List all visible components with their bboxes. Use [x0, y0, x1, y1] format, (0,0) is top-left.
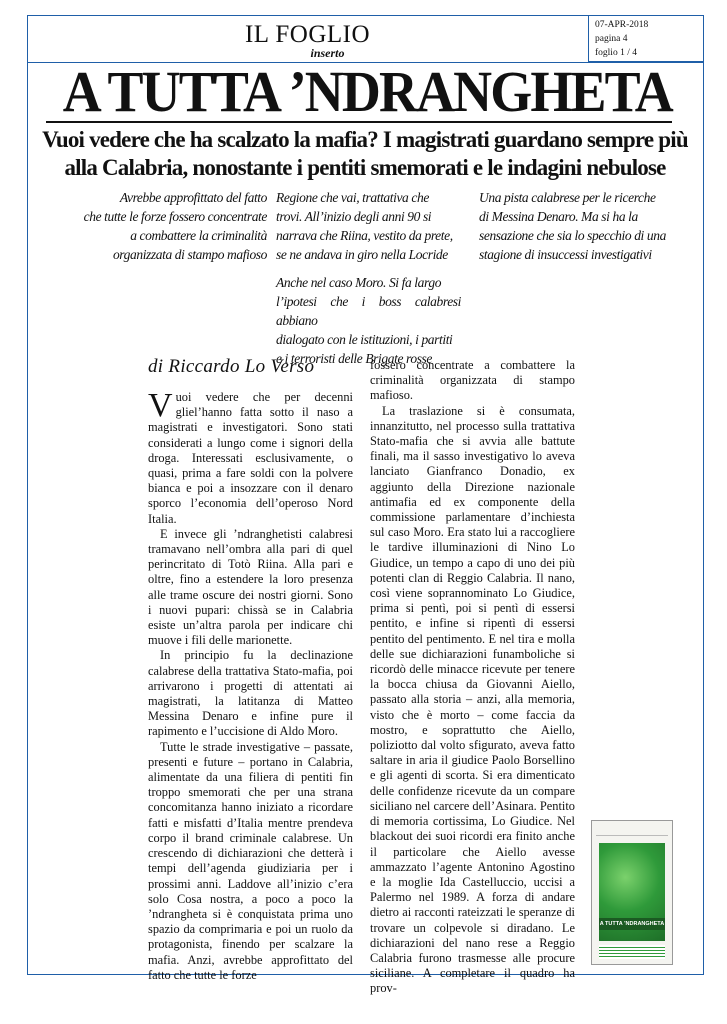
teaser-line: Regione che vai, trattativa che — [276, 190, 429, 205]
teaser-middle-bottom — [276, 273, 461, 368]
masthead-subtitle: inserto — [310, 46, 345, 60]
teaser-line: a combattere la criminalità — [130, 228, 267, 243]
headline: A TUTTA ’NDRANGHETA — [62, 59, 672, 124]
teaser-right — [479, 188, 669, 264]
masthead — [27, 21, 588, 60]
byline: di Riccardo Lo Verso — [148, 356, 315, 377]
page-label: pagina 4 — [595, 34, 628, 44]
teaser-line: e i terroristi delle Brigate rosse — [276, 351, 433, 366]
teaser-line: l’ipotesi che i boss calabresi abbiano — [276, 294, 461, 328]
teaser-line: di Messina Denaro. Ma si ha la — [479, 209, 638, 224]
teaser-line: Una pista calabrese per le ricerche — [479, 190, 656, 205]
teaser-line: se ne andava in giro nella Locride — [276, 247, 448, 262]
masthead-title: IL FOGLIO — [244, 21, 371, 48]
page-info-box — [588, 16, 703, 62]
teaser-line: organizzata di stampo mafioso — [112, 247, 267, 262]
teaser-left — [82, 188, 267, 264]
teaser-line: sensazione che sia lo specchio di una — [479, 228, 666, 243]
teaser-line: Anche nel caso Moro. Si fa largo — [276, 275, 442, 290]
teaser-line: Avrebbe approfittato del fatto — [119, 190, 267, 205]
thumbnail-header — [596, 825, 668, 836]
drop-cap: V — [148, 387, 173, 424]
article-column-1 — [148, 387, 353, 983]
article-column-2 — [370, 358, 575, 997]
thumbnail-caption: A TUTTA ’NDRANGHETA — [599, 918, 665, 930]
subheadline-line: alla Calabria, nonostante i pentiti smemorati e le indagini nebulose — [64, 155, 666, 180]
subheadline — [40, 126, 690, 182]
sheet-label: foglio 1 / 4 — [595, 48, 637, 58]
article-paragraph: Tutte le strade investigative – passate, presenti e future – portano in Calabria, alimentate da una filiera di pentiti fin troppo smemorati che per una strana concomitanza hanno iniziato a ricordare fatti e misfatti d’Italia mentre prendeva corpo il brand criminale calabrese. Un crescendo di dichiarazioni che detterà i tempi dell’agenda giudiziaria per i prossimi anni. Laddove all’inizio c’era solo Cosa nostra, a poco a poco la ’ndrangheta si è conquistata prima uno spazio da comprimaria e poi un ruolo da protagonista, finendo per scalzare la mafia. Anzi, avrebbe approfittato del fatto che tutte le forze — [148, 739, 353, 982]
paragraph-text: uoi vedere che per decenni gliel’hanno fatta sotto il naso a magistrati e investigatori. Sono stati considerati a lungo come i signori della droga. Interessati esclusivamente, o quasi, prima a fare soldi con la polvere bianca e poi a insozzare con il denaro sporco l’economia dell’operoso Nord Italia. — [148, 390, 353, 526]
headline-rule — [46, 121, 672, 123]
teaser-line: narrava che Riina, vestito da prete, — [276, 228, 453, 243]
article-paragraph: In principio fu la declinazione calabrese della trattativa Stato-mafia, poi arrivarono i progetti di attentati ai magistrati, la latitanza di Matteo Messina Denaro e infine pure il rapimento e l’uccisione di Aldo Moro. — [148, 648, 353, 739]
article-paragraph — [148, 387, 353, 527]
subheadline-line: Vuoi vedere che ha scalzato la mafia? I magistrati guardano sempre più — [42, 127, 688, 152]
date-label: 07-APR-2018 — [595, 20, 649, 30]
article-paragraph: E invece gli ’ndranghetisti calabresi tramavano nell’ombra alla pari di quel perincritato di Totò Riina. Alla pari e oltre, fino a estendere la loro presenza alle trame oscure dei nostri giorni. Sono i nuovi pupari: chissà se in Calabria esiste un’altra parola per indicare chi muove i fili delle marionette. — [148, 526, 353, 648]
article-paragraph: La traslazione si è consumata, innanzitutto, nel processo sulla trattativa Stato-mafia che si avvia alle battute finali, ma il sasso investigativo lo aveva lanciato Gianfranco Donadio, ex aggiunto della Direzione nazionale antimafia ed ex componente della commissione parlamentare d’inchiesta sul caso Moro. Era stato lui a raccogliere le tardive illuminazioni di Nino Lo Giudice, un tempo a capo di uno dei più potenti clan di Reggio Calabria. Il nano, così viene soprannominato Lo Giudice, prima si pentì, poi si pentì di essersi pentito, e infine si ripentì di essersi pentito del pentimento. E nel tira e molla delle sue dichiarazioni funamboliche si ricordò delle minacce ricevute per tenere la bocca chiusa da Giovanni Aiello, passato alla storia – anzi, alla memoria, visto che è morto – come faccia da mostro, e soprattutto che Aiello, poliziotto dal volto sfigurato, aveva fatto saltare in aria il giudice Paolo Borsellino e gli agenti di scorta. Si era dimenticato delle confidenze ricevute da un compare siciliano nel carcere dell’Asinara. Pentito di memoria cortissima, Lo Giudice. Nel blackout dei suoi ricordi era finito anche il particolare che Aiello avesse ammazzato l’agente Antonino Agostino e la moglie Ida Castelluccio, uccisi a Palermo nel 1989. A forza di andare dietro ai racconti rateizzati le speranze di trovare un colpevole si diradano. Le dichiarazioni del nano rese a Reggio Calabria furono trasmesse alle procure siciliane. A completare il quadro ha prov- — [370, 403, 575, 996]
page-thumbnail — [591, 820, 673, 965]
teaser-line: trovi. All’inizio degli anni 90 si — [276, 209, 432, 224]
teaser-line: che tutte le forze fossero concentrate — [83, 209, 267, 224]
teaser-line: stagione di insuccessi investigativi — [479, 247, 652, 262]
thumbnail-text-lines — [599, 945, 665, 959]
teaser-line: dialogato con le istituzioni, i partiti — [276, 332, 453, 347]
teaser-middle-top — [276, 188, 461, 264]
article-paragraph: fossero concentrate a combattere la criminalità organizzata di stampo mafioso. — [370, 358, 575, 403]
